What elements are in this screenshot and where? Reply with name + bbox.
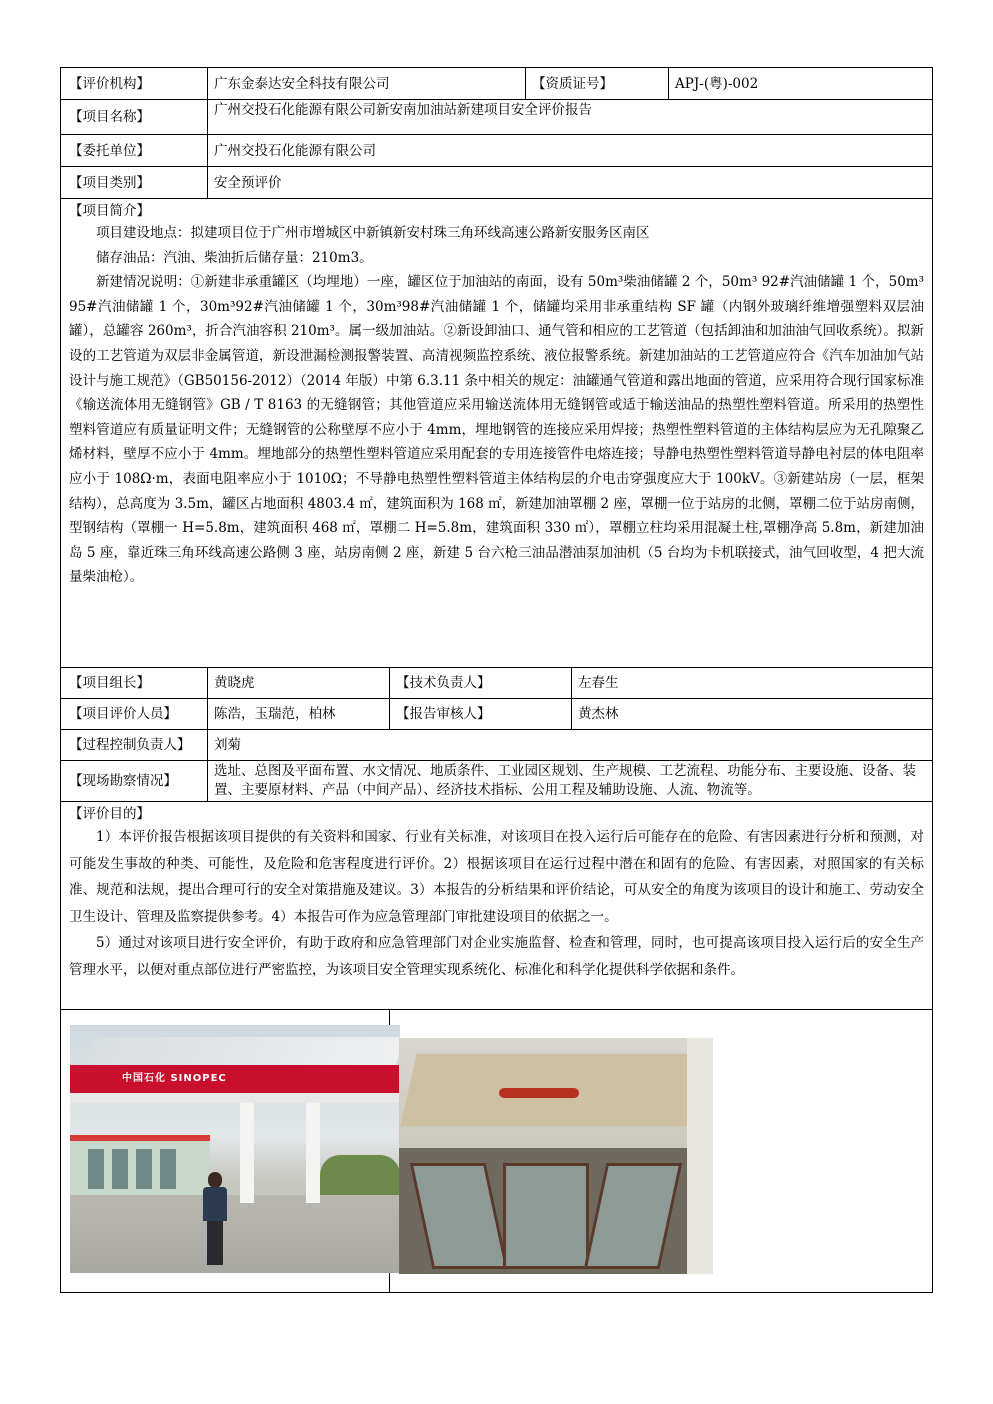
row-purpose bbox=[61, 802, 933, 1010]
process-label: 【过程控制负责人】 bbox=[61, 730, 208, 761]
photo-cell-station bbox=[61, 1010, 390, 1293]
station-sign: 中国石化 SINOPEC bbox=[122, 1073, 227, 1084]
purpose-label: 【评价目的】 bbox=[69, 806, 150, 822]
intro-storage: 储存油品：汽油、柴油折后储存量：210m3。 bbox=[96, 249, 373, 266]
gas-station-photo bbox=[70, 1025, 400, 1273]
tank-hatch-photo bbox=[399, 1038, 713, 1274]
project-name-value: 广州交投石化能源有限公司新安南加油站新建项目安全评价报告 bbox=[208, 100, 933, 135]
evaluators-label: 【项目评价人员】 bbox=[61, 699, 208, 730]
row-evaluators bbox=[61, 699, 933, 730]
client-label: 【委托单位】 bbox=[61, 135, 208, 167]
category-value: 安全预评价 bbox=[208, 167, 933, 199]
evaluator-label: 【评价机构】 bbox=[61, 68, 208, 100]
row-photos bbox=[61, 1010, 933, 1293]
intro-location: 项目建设地点：拟建项目位于广州市增城区中新镇新安村珠三角环线高速公路新安服务区南区 bbox=[96, 225, 650, 241]
row-category bbox=[61, 167, 933, 199]
purpose-p1: 1）本评价报告根据该项目提供的有关资料和国家、行业有关标准，对该项目在投入运行后可能存在的危险、有害因素进行分析和预测，对可能发生事故的种类、可能性，及危险和危害程度进行评价。2）根据该项目在运行过程中潜在和固有的危险、有害因素，对照国家的有关标准、规范和法规，提出合理可行的安全对策措施及建议。3）本报告的分析结果和评价结论，可从安全的角度为该项目的设计和施工、劳动安全卫生设计、管理及监察提供参考。4）本报告可作为应急管理部门审批建设项目的依据之一。 bbox=[69, 829, 925, 925]
intro-label: 【项目简介】 bbox=[69, 203, 150, 219]
survey-value: 选址、总图及平面布置、水文情况、地质条件、工业园区规划、生产规模、工艺流程、功能分布、主要设施、设备、装置、主要原材料、产品（中间产品）、经济技术指标、公用工程及辅助设施、人流、物流等。 bbox=[208, 761, 933, 802]
row-intro bbox=[61, 199, 933, 668]
category-label: 【项目类别】 bbox=[61, 167, 208, 199]
row-process bbox=[61, 730, 933, 761]
row-evaluator bbox=[61, 68, 933, 100]
client-value: 广州交投石化能源有限公司 bbox=[208, 135, 933, 167]
row-leader bbox=[61, 668, 933, 699]
cert-value: APJ-(粤)-002 bbox=[669, 68, 933, 100]
intro-details: 新建情况说明：①新建非承重罐区（均埋地）一座，罐区位于加油站的南面，设有 50m³柴油储罐 2 个，50m³ 92#汽油储罐 1 个，50m³ 95#汽油储罐 1 个，30m³92#汽油储罐 1 个，30m³98#汽油储罐 1 个，储罐均采用非承重结构 SF 罐（内钢外玻璃纤维增强塑料双层油罐），总罐容 260m³，折合汽油容积 210m³。属一级加油站。②新设卸油口、通气管和相应的工艺管道（包括卸油和加油油气回收系统）。拟新设的工艺管道为双层非金属管道，新设泄漏检测报警装置、高清视频监控系统、液位报警系统。新建加油站的工艺管道应符合《汽车加油加气站设计与施工规范》（GB50156-2012）（2014 年版）中第 6.3.11 条中相关的规定：油罐通气管道和露出地面的管道，应采用符合现行国家标准《输送流体用无缝钢管》GB / T 8163 的无缝钢管；其他管道应采用输送流体用无缝钢管或适于输送油品的热塑性塑料管道。所采用的热塑性塑料管道应有质量证明文件；无缝钢管的公称壁厚不应小于 4mm，埋地钢管的连接应采用焊接；热塑性塑料管道的主体结构层应为无孔隙聚乙烯材料，壁厚不应小于 4mm。埋地部分的热塑性塑料管道应采用配套的专用连接管件电熔连接；导静电热塑性塑料管道导静电衬层的体电阻率应小于 108Ω·m，表面电阻率应小于 1010Ω；不导静电热塑性塑料管道主体结构层的介电击穿强度应大于 100kV。③新建站房（一层，框架结构），总高度为 3.5m，罐区占地面积 4803.4 ㎡，建筑面积为 168 ㎡，新建加油罩棚 2 座，罩棚一位于站房的北侧，罩棚二位于站房南侧，型钢结构（罩棚一 H=5.8m，建筑面积 468 ㎡，罩棚二 H=5.8m，建筑面积 330 ㎡），罩棚立柱均采用混凝土柱,罩棚净高 5.8m，新建加油岛 5 座，靠近珠三角环线高速公路侧 3 座，站房南侧 2 座，新建 5 台六枪三油品潜油泵加油机（5 台均为卡机联接式，油气回收型，4 把大流量柴油枪）。 bbox=[69, 274, 925, 586]
row-client bbox=[61, 135, 933, 167]
tech-label: 【技术负责人】 bbox=[390, 668, 572, 699]
project-name-label: 【项目名称】 bbox=[61, 100, 208, 135]
row-project-name bbox=[61, 100, 933, 135]
photo-cell-tank bbox=[390, 1010, 933, 1293]
process-value: 刘菊 bbox=[208, 730, 933, 761]
purpose-p2: 5）通过对该项目进行安全评价，有助于政府和应急管理部门对企业实施监督、检查和管理，同时，也可提高该项目投入运行后的安全生产管理水平，以便对重点部位进行严密监控，为该项目安全管理实现系统化、标准化和科学化提供科学依据和条件。 bbox=[69, 935, 925, 978]
survey-label: 【现场勘察情况】 bbox=[61, 761, 208, 802]
reviewer-value: 黄杰林 bbox=[572, 699, 933, 730]
info-table bbox=[60, 67, 933, 1293]
leader-label: 【项目组长】 bbox=[61, 668, 208, 699]
evaluators-value: 陈浩，玉瑞范，柏林 bbox=[208, 699, 390, 730]
evaluator-value: 广东金泰达安全科技有限公司 bbox=[208, 68, 526, 100]
tech-value: 左春生 bbox=[572, 668, 933, 699]
leader-value: 黄晓虎 bbox=[208, 668, 390, 699]
reviewer-label: 【报告审核人】 bbox=[390, 699, 572, 730]
row-survey bbox=[61, 761, 933, 802]
report-form bbox=[60, 67, 932, 1293]
cert-label: 【资质证号】 bbox=[526, 68, 669, 100]
